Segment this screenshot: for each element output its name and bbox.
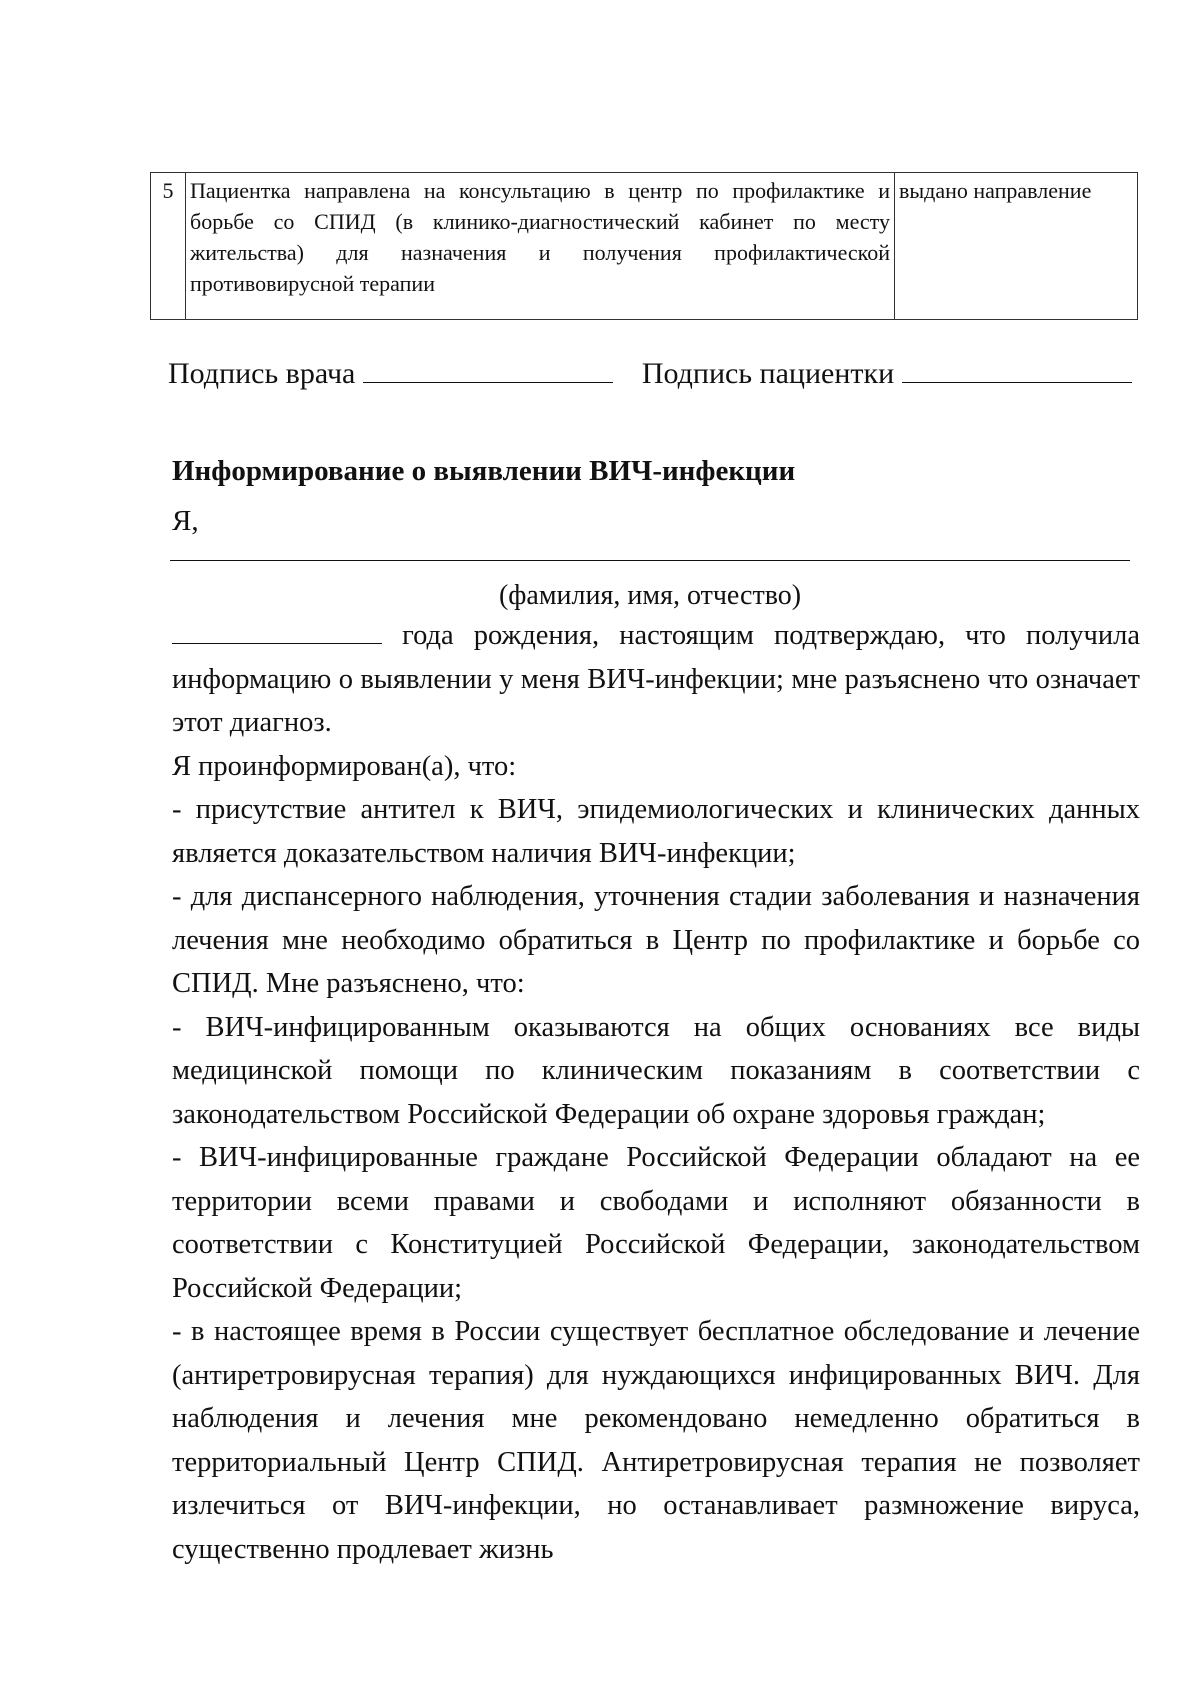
doctor-signature-label: Подпись врача — [168, 357, 356, 390]
row-number: 5 — [151, 173, 186, 320]
list-item: - присутствие антител к ВИЧ, эпидемиологических и клинических данных является доказательством наличия ВИЧ-инфекции; — [172, 794, 1140, 869]
patient-signature-label: Подпись пациентки — [641, 357, 895, 390]
consultation-table — [150, 172, 1138, 320]
row-description: Пациентка направлена на консультацию в центр по профилактике и борьбе со СПИД (в клинико-диагностический кабинет по месту жительства) для назначения и получения профилактической противовирусной терапии — [186, 173, 895, 320]
doctor-signature-line[interactable] — [363, 358, 613, 383]
patient-signature-line[interactable] — [902, 358, 1132, 383]
informed-intro: Я проинформирован(а), что: — [172, 750, 517, 782]
informing-text — [172, 614, 1140, 1571]
signature-block — [168, 357, 1128, 391]
full-name-line[interactable] — [170, 560, 1130, 561]
birth-paragraph: года рождения, настоящим подтверждаю, что получила информацию о выявлении у меня ВИЧ-инфекции; мне разъяснено что означает этот диагноз. — [172, 614, 1140, 745]
list-item: - ВИЧ-инфицированные граждане Российской Федерации обладают на ее территории всеми правами и свободами и исполняют обязанности в соответствии с Конституцией Российской Федерации, законодательством Российской Федерации; — [172, 1142, 1140, 1304]
full-name-caption: (фамилия, имя, отчество) — [498, 580, 802, 611]
list-item: - в настоящее время в России существует бесплатное обследование и лечение (антиретровирусная терапия) для нуждающихся инфицированных ВИЧ. Для наблюдения и лечения мне рекомендовано немедленно обратиться в территориальный Центр СПИД. Антиретровирусная терапия не позволяет излечиться от ВИЧ-инфекции, но останавливает размножение вируса, существенно продлевает жизнь — [172, 1316, 1140, 1565]
list-item: - для диспансерного наблюдения, уточнения стадии заболевания и назначения лечения мне необходимо обратиться в Центр по профилактике и борьбе со СПИД. Мне разъяснено, что: — [172, 881, 1140, 999]
section-heading: Информирование о выявлении ВИЧ-инфекции — [172, 455, 796, 487]
list-item: - ВИЧ-инфицированным оказываются на общих основаниях все виды медицинской помощи по клиническим показаниям в соответствии с законодательством Российской Федерации об охране здоровья граждан; — [172, 1011, 1140, 1130]
row-result: выдано направление — [895, 173, 1138, 320]
birth-year-line[interactable] — [172, 617, 382, 644]
ya-label: Я, — [172, 505, 199, 537]
table-row — [151, 173, 1138, 320]
